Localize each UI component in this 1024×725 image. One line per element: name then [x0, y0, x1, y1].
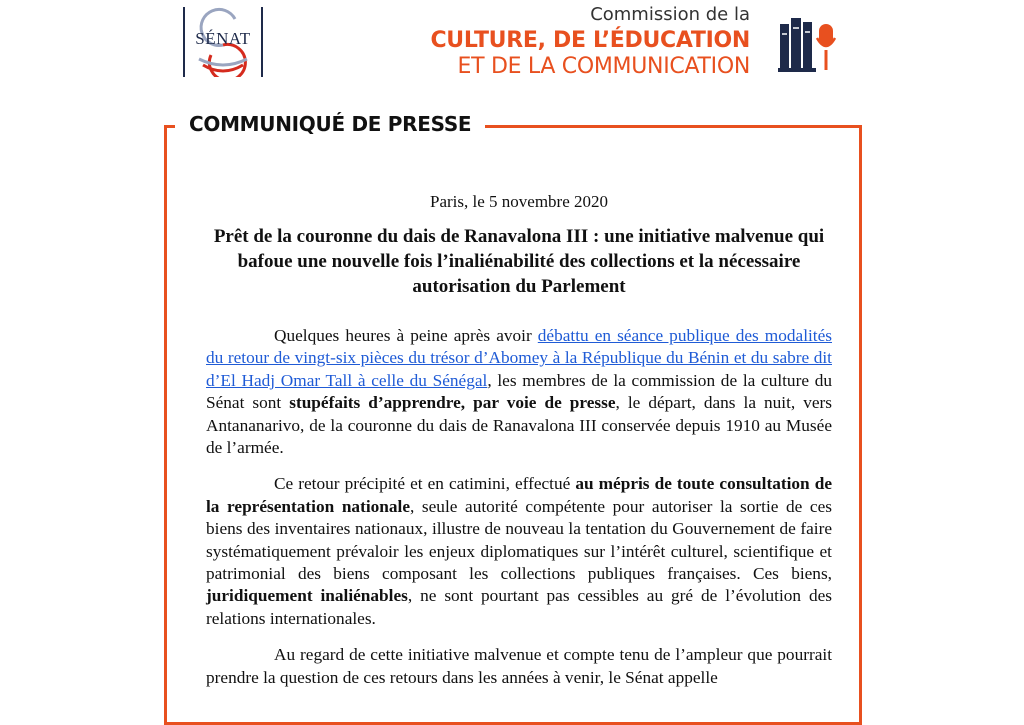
paragraph-1-text-2: , les membres de la commission de la culture du Sénat sont [206, 370, 832, 413]
paragraph-2-text-2: , seule autorité compétente pour autoriser la sortie de ces biens des inventaires nationaux, illustre de nouveau la tentation du Gouvernement de faire systématiquement prévaloir les enjeux diplomatiques sur l’intérêt culturel, scientifique et patrimonial des biens composant les collections publiques françaises. Ces biens, [206, 496, 832, 584]
senate-debate-link[interactable]: débattu en séance publique des modalités du retour de vingt-six pièces du trésor d’Abomey à la République du Bénin et du sabre dit d’El Hadj Omar Tall à celle du Sénégal [206, 326, 832, 390]
commission-title [430, 2, 750, 80]
paragraph-2 [206, 473, 832, 630]
paragraph-1-text-3: , le départ, dans la nuit, vers Antananarivo, de la couronne du dais de Ranavalona III conservée depuis 1910 au Musée de l’armée. [206, 393, 832, 458]
paragraph-2-emphasis-1: au mépris de toute consultation de la représentation nationale [206, 474, 832, 516]
paragraph-1 [206, 325, 832, 459]
paragraph-1-emphasis: stupéfaits d’apprendre, par voie de presse [289, 393, 616, 413]
paragraph-2-emphasis-2: juridiquement inaliénables [206, 586, 408, 606]
release-date: Paris, le 5 novembre 2020 [430, 192, 608, 211]
books-microphone-icon [778, 10, 838, 72]
press-release-title: COMMUNIQUÉ DE PRESSE [175, 112, 485, 136]
senat-logo [183, 5, 263, 77]
headline: Prêt de la couronne du dais de Ranavalona III : une initiative malvenue qui bafoue une nouvelle fois l’inaliénabilité des collections et la nécessaire autorisation du Parlement [213, 226, 825, 297]
commission-line-3: ET DE LA COMMUNICATION [457, 54, 750, 79]
paragraph-1-text: Quelques heures à peine après avoir [274, 326, 538, 345]
commission-line-2: CULTURE, DE L’ÉDUCATION [430, 28, 750, 53]
paragraph-3: Au regard de cette initiative malvenue et compte tenu de l’ampleur que pourrait prendre la question de ces retours dans les années à venir, le Sénat appelle [206, 645, 832, 687]
body-text [206, 325, 832, 703]
paragraph-2-text-3: , ne sont pourtant pas cessibles au gré de l’évolution des relations internationales. [206, 586, 832, 628]
commission-line-1: Commission de la [590, 4, 750, 25]
senat-logo-text: SÉNAT [195, 29, 251, 48]
paragraph-2-text: Ce retour précipité et en catimini, effectué [274, 474, 576, 494]
